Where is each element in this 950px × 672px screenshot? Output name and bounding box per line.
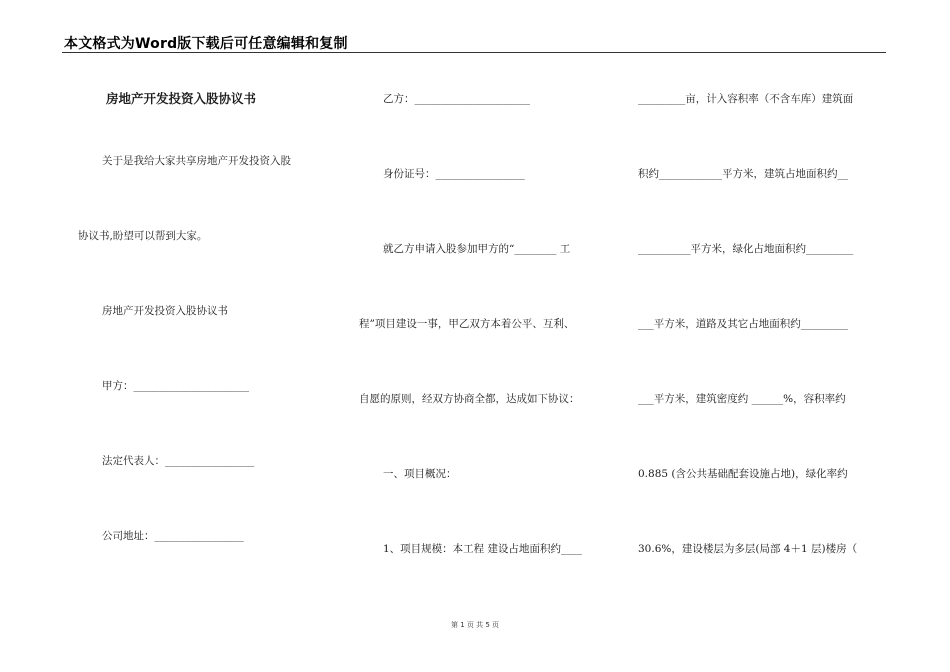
page-number: 第 1 页 共 5 页 (450, 621, 500, 629)
id-number-field: 身份证号：_________________ (383, 168, 525, 180)
project-scale-line: 1、项目规模：本工程 建设占地面积约____ (383, 543, 583, 555)
header-divider (62, 52, 886, 53)
body-line-8: ___平方米，建筑密度约 ______%，容积率约 (638, 393, 846, 405)
intro-line-1: 关于是我给大家共享房地产开发投资入股 (102, 155, 291, 167)
header-title: 本文格式为Word版下载后可任意编辑和复制 (64, 36, 348, 52)
body-line-9: 0.885 (含公共基础配套设施占地)，绿化率约 (638, 468, 848, 480)
body-line-10: 30.6%，建设楼层为多层(局部 4＋1 层)楼房（ (638, 543, 858, 555)
body-line-7: ___平方米，道路及其它占地面积约_________ (638, 318, 848, 330)
legal-representative-field: 法定代表人：_________________ (102, 455, 255, 467)
body-line-6: __________平方米，绿化占地面积约_________ (638, 243, 854, 255)
body-line-5: 积约____________平方米，建筑占地面积约__ (638, 168, 848, 180)
body-line-2: 程”项目建设一事，甲乙双方本着公平、互利、 (359, 318, 575, 330)
body-line-1: 就乙方申请入股参加甲方的“________ 工 (383, 243, 571, 255)
agreement-title: 房地产开发投资入股协议书 (102, 305, 228, 317)
party-b-field: 乙方：______________________ (383, 93, 530, 105)
section-heading: 一、项目概况： (383, 468, 457, 480)
body-line-4: _________亩，计入容积率（不含车库）建筑面 (638, 93, 854, 105)
company-address-field: 公司地址：_________________ (102, 530, 244, 542)
party-a-field: 甲方：______________________ (102, 380, 249, 392)
body-line-3: 自愿的原则，经双方协商全都，达成如下协议： (359, 393, 580, 405)
document-title: 房地产开发投资入股协议书 (106, 91, 257, 106)
intro-line-2: 协议书,盼望可以帮到大家。 (78, 230, 208, 242)
